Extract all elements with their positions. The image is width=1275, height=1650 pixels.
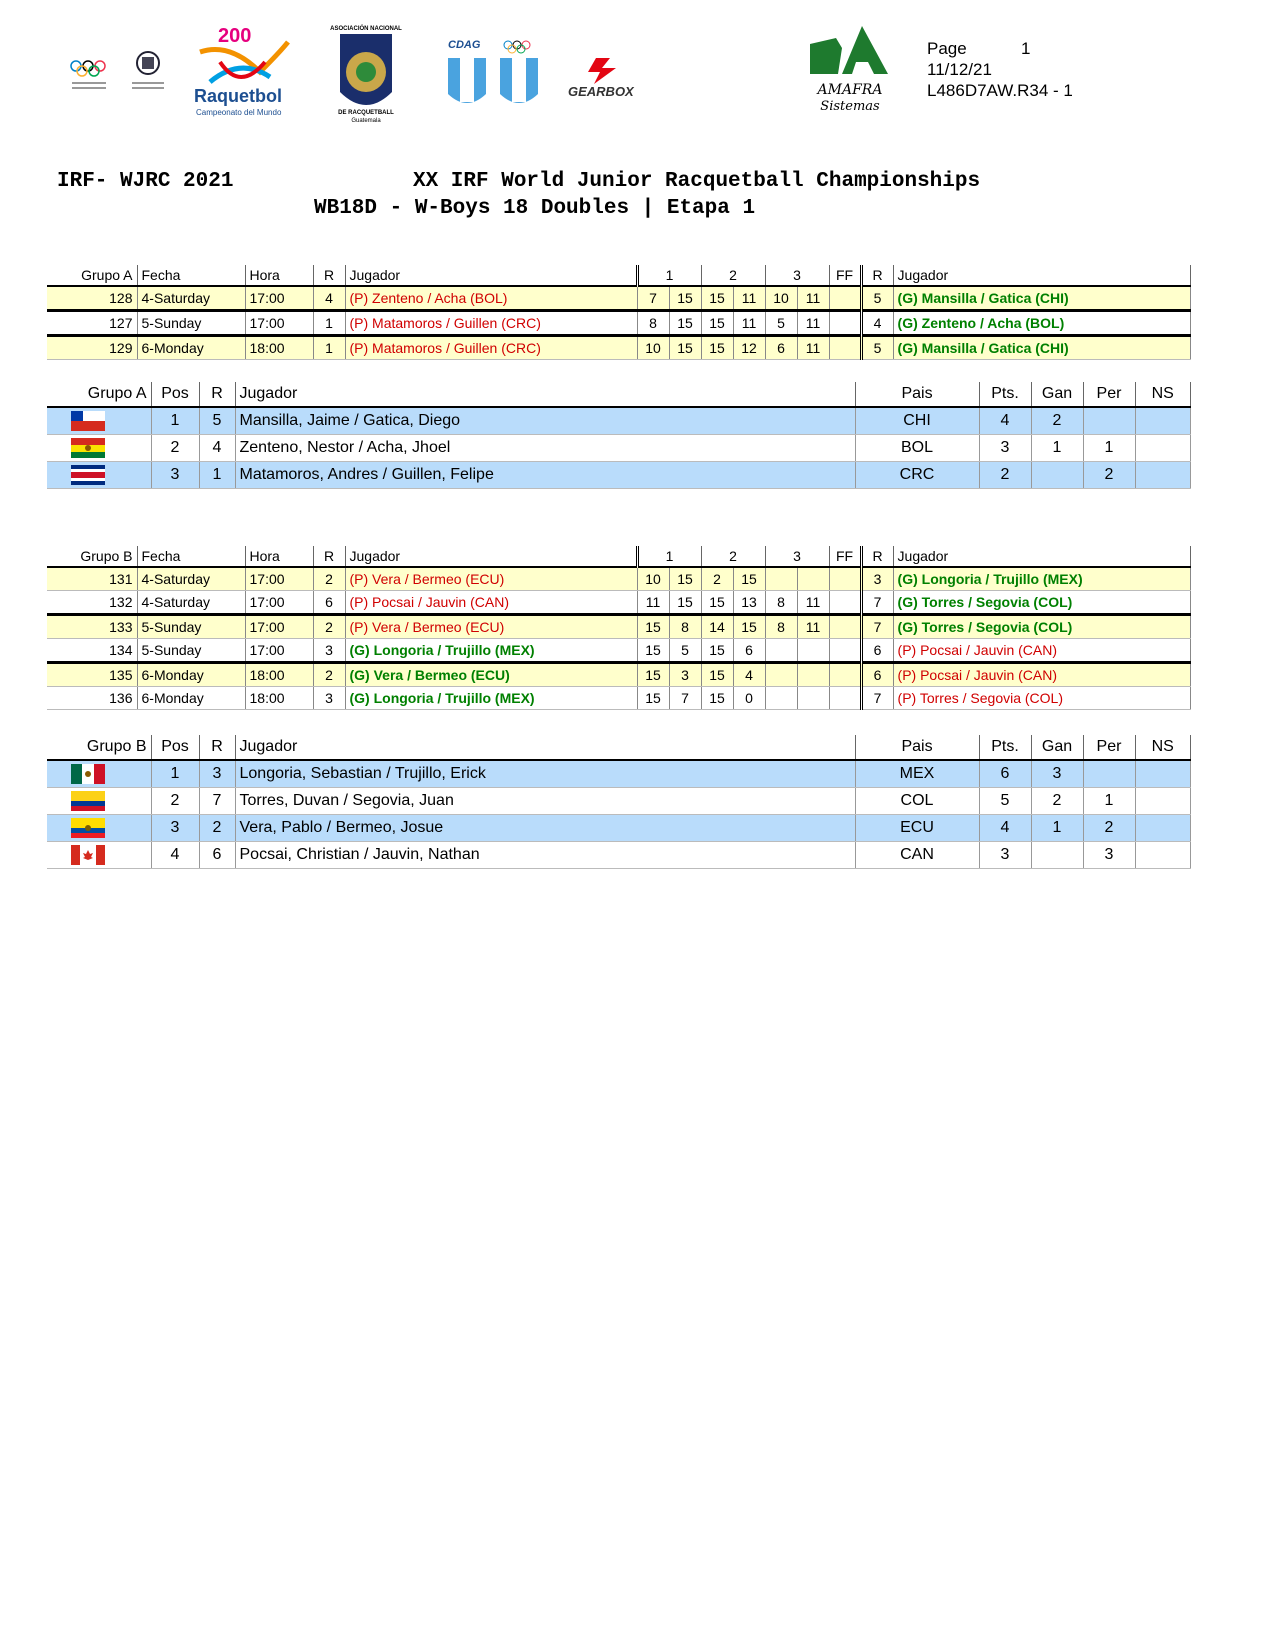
game-score: 3 (669, 663, 701, 687)
game-score: 11 (637, 591, 669, 615)
game-score: 5 (669, 639, 701, 663)
player1-rank: 3 (313, 639, 345, 663)
match-id: 131 (47, 567, 137, 591)
standing-points: 2 (979, 462, 1031, 489)
standing-rank: 6 (199, 842, 235, 869)
game-score: 15 (669, 336, 701, 360)
player1-rank: 4 (313, 286, 345, 311)
match-row (47, 639, 1191, 663)
svg-text:ASOCIACIÓN NACIONAL: ASOCIACIÓN NACIONAL (330, 26, 402, 32)
player1-name: (P) Matamoros / Guillen (CRC) (345, 311, 637, 336)
forfeit-cell (829, 615, 861, 639)
player1-name: (P) Pocsai / Jauvin (CAN) (345, 591, 637, 615)
game-score: 15 (637, 639, 669, 663)
game-score: 15 (701, 591, 733, 615)
standing-ns (1135, 462, 1191, 489)
match-time: 17:00 (245, 615, 313, 639)
match-row (47, 567, 1191, 591)
match-date: 5-Sunday (137, 615, 245, 639)
standing-row (47, 842, 1191, 869)
player1-name: (G) Longoria / Trujillo (MEX) (345, 687, 637, 710)
game-score: 15 (701, 687, 733, 710)
match-row (47, 615, 1191, 639)
standing-country: MEX (855, 760, 979, 788)
game-score: 2 (701, 567, 733, 591)
standing-wins: 1 (1031, 815, 1083, 842)
match-id: 132 (47, 591, 137, 615)
match-time: 17:00 (245, 567, 313, 591)
standing-rank: 1 (199, 462, 235, 489)
game-score: 15 (669, 591, 701, 615)
standing-row (47, 788, 1191, 815)
game-score: 8 (765, 591, 797, 615)
standing-wins (1031, 462, 1083, 489)
game-score: 13 (733, 591, 765, 615)
match-date: 4-Saturday (137, 591, 245, 615)
jugador-header: Jugador (235, 735, 855, 760)
game-score: 11 (797, 615, 829, 639)
r-header: R (313, 265, 345, 286)
standing-wins: 1 (1031, 435, 1083, 462)
standing-pos: 2 (151, 435, 199, 462)
game-score: 15 (733, 567, 765, 591)
standing-country: CAN (855, 842, 979, 869)
player2-rank: 3 (861, 567, 893, 591)
game-score: 7 (637, 286, 669, 311)
standing-losses: 1 (1083, 435, 1135, 462)
match-date: 6-Monday (137, 663, 245, 687)
standing-points: 3 (979, 842, 1031, 869)
match-row (47, 311, 1191, 336)
pais-header: Pais (855, 735, 979, 760)
player2-name: (G) Longoria / Trujillo (MEX) (893, 567, 1190, 591)
game-score (797, 567, 829, 591)
player2-name: (G) Mansilla / Gatica (CHI) (893, 286, 1190, 311)
game-score: 15 (637, 615, 669, 639)
standing-country: BOL (855, 435, 979, 462)
standing-losses: 3 (1083, 842, 1135, 869)
standing-rank: 5 (199, 407, 235, 435)
standing-row (47, 760, 1191, 788)
forfeit-cell (829, 311, 861, 336)
player1-rank: 2 (313, 615, 345, 639)
game-score (797, 663, 829, 687)
game-score: 15 (701, 286, 733, 311)
player1-name: (P) Vera / Bermeo (ECU) (345, 567, 637, 591)
forfeit-cell (829, 591, 861, 615)
game-score: 11 (733, 311, 765, 336)
player2-name: (G) Torres / Segovia (COL) (893, 591, 1190, 615)
standing-points: 4 (979, 815, 1031, 842)
r-header: R (199, 382, 235, 407)
game-score: 0 (733, 687, 765, 710)
cdag-logo (446, 38, 546, 114)
player2-rank: 5 (861, 336, 893, 360)
standing-ns (1135, 788, 1191, 815)
pts-header: Pts. (979, 735, 1031, 760)
match-id: 133 (47, 615, 137, 639)
player1-name: (P) Matamoros / Guillen (CRC) (345, 336, 637, 360)
standing-wins: 3 (1031, 760, 1083, 788)
match-row (47, 663, 1191, 687)
player1-rank: 2 (313, 663, 345, 687)
r-header: R (313, 546, 345, 567)
country-flag-cell (47, 842, 151, 869)
svg-text:AMAFRA: AMAFRA (817, 82, 883, 98)
player2-rank: 7 (861, 615, 893, 639)
game-score: 6 (733, 639, 765, 663)
game1-header: 1 (637, 265, 701, 286)
forfeit-cell (829, 286, 861, 311)
jugador-header: Jugador (345, 546, 637, 567)
match-id: 134 (47, 639, 137, 663)
player2-rank: 6 (861, 639, 893, 663)
match-date: 5-Sunday (137, 311, 245, 336)
match-id: 127 (47, 311, 137, 336)
forfeit-cell (829, 336, 861, 360)
country-flag-cell (47, 407, 151, 435)
match-time: 18:00 (245, 336, 313, 360)
game-score: 11 (797, 311, 829, 336)
jugador-header: Jugador (235, 382, 855, 407)
game-score: 11 (797, 286, 829, 311)
standing-row (47, 407, 1191, 435)
game-score: 15 (733, 615, 765, 639)
flag-icon (71, 845, 105, 865)
standing-country: COL (855, 788, 979, 815)
standing-rank: 3 (199, 760, 235, 788)
flag-icon (71, 791, 105, 811)
group-label: Grupo B (47, 546, 137, 567)
game-score: 15 (701, 311, 733, 336)
group-label: Grupo A (47, 382, 151, 407)
country-flag-cell (47, 815, 151, 842)
game-score (765, 687, 797, 710)
standing-player: Vera, Pablo / Bermeo, Josue (235, 815, 855, 842)
page-label: Page (927, 39, 967, 58)
raquetbol-200-logo (190, 22, 294, 126)
per-header: Per (1083, 382, 1135, 407)
standing-player: Torres, Duvan / Segovia, Juan (235, 788, 855, 815)
standing-row (47, 815, 1191, 842)
standing-pos: 1 (151, 760, 199, 788)
player1-name: (P) Vera / Bermeo (ECU) (345, 615, 637, 639)
pos-header: Pos (151, 382, 199, 407)
match-time: 18:00 (245, 687, 313, 710)
game-score: 11 (797, 336, 829, 360)
player2-rank: 5 (861, 286, 893, 311)
game-score: 4 (733, 663, 765, 687)
game-score: 10 (637, 567, 669, 591)
event-name: XX IRF World Junior Racquetball Championships (413, 170, 981, 193)
standing-player: Zenteno, Nestor / Acha, Jhoel (235, 435, 855, 462)
standing-points: 5 (979, 788, 1031, 815)
player2-rank: 7 (861, 687, 893, 710)
standing-pos: 2 (151, 788, 199, 815)
game-score: 15 (669, 567, 701, 591)
olympic-committee-logo (66, 46, 112, 94)
jugador-header: Jugador (893, 265, 1190, 286)
player2-rank: 7 (861, 591, 893, 615)
standing-player: Mansilla, Jaime / Gatica, Diego (235, 407, 855, 435)
standing-ns (1135, 407, 1191, 435)
player2-rank: 6 (861, 663, 893, 687)
player2-rank: 4 (861, 311, 893, 336)
game-score (765, 567, 797, 591)
page-number: 1 (1021, 39, 1031, 58)
standing-player: Longoria, Sebastian / Trujillo, Erick (235, 760, 855, 788)
ministry-logo (128, 46, 168, 94)
group-a-standings (47, 382, 1191, 489)
standing-row (47, 435, 1191, 462)
standing-points: 3 (979, 435, 1031, 462)
pos-header: Pos (151, 735, 199, 760)
game-score: 15 (669, 311, 701, 336)
match-id: 129 (47, 336, 137, 360)
player1-rank: 6 (313, 591, 345, 615)
flag-icon (71, 764, 105, 784)
game-score (797, 639, 829, 663)
r-header: R (199, 735, 235, 760)
match-row (47, 687, 1191, 710)
player2-name: (P) Pocsai / Jauvin (CAN) (893, 663, 1190, 687)
match-date: 5-Sunday (137, 639, 245, 663)
standing-country: ECU (855, 815, 979, 842)
standing-points: 4 (979, 407, 1031, 435)
fecha-header: Fecha (137, 546, 245, 567)
standing-ns (1135, 842, 1191, 869)
event-code: IRF- WJRC 2021 (57, 170, 234, 193)
game-score: 8 (637, 311, 669, 336)
standing-points: 6 (979, 760, 1031, 788)
standing-player: Pocsai, Christian / Jauvin, Nathan (235, 842, 855, 869)
standing-wins: 2 (1031, 407, 1083, 435)
standing-ns (1135, 435, 1191, 462)
standing-rank: 2 (199, 815, 235, 842)
match-row (47, 591, 1191, 615)
group-label: Grupo B (47, 735, 151, 760)
ns-header: NS (1135, 382, 1191, 407)
forfeit-cell (829, 567, 861, 591)
match-id: 128 (47, 286, 137, 311)
asociacion-racquetball-logo (330, 22, 402, 126)
group-b-matches (47, 546, 1191, 710)
country-flag-cell (47, 788, 151, 815)
game-score: 15 (669, 286, 701, 311)
game-score: 15 (637, 663, 669, 687)
svg-text:200: 200 (218, 25, 252, 47)
fecha-header: Fecha (137, 265, 245, 286)
match-id: 136 (47, 687, 137, 710)
game3-header: 3 (765, 265, 829, 286)
game-score (765, 639, 797, 663)
ns-header: NS (1135, 735, 1191, 760)
flag-icon (71, 465, 105, 485)
pais-header: Pais (855, 382, 979, 407)
game-score: 5 (765, 311, 797, 336)
player2-name: (G) Zenteno / Acha (BOL) (893, 311, 1190, 336)
standing-pos: 4 (151, 842, 199, 869)
player1-rank: 1 (313, 311, 345, 336)
gan-header: Gan (1031, 735, 1083, 760)
player2-name: (G) Torres / Segovia (COL) (893, 615, 1190, 639)
svg-text:CDAG: CDAG (448, 39, 481, 51)
match-row (47, 336, 1191, 360)
flag-icon (71, 411, 105, 431)
match-date: 6-Monday (137, 336, 245, 360)
match-time: 17:00 (245, 639, 313, 663)
game-score (797, 687, 829, 710)
r-header: R (861, 265, 893, 286)
game2-header: 2 (701, 265, 765, 286)
player1-rank: 3 (313, 687, 345, 710)
player1-rank: 1 (313, 336, 345, 360)
game-score: 8 (765, 615, 797, 639)
match-date: 4-Saturday (137, 286, 245, 311)
forfeit-cell (829, 663, 861, 687)
gearbox-logo (566, 54, 658, 102)
svg-text:GEARBOX: GEARBOX (568, 84, 634, 99)
game-score: 7 (669, 687, 701, 710)
report-date: 11/12/21 (927, 60, 992, 79)
flag-icon (71, 438, 105, 458)
match-time: 18:00 (245, 663, 313, 687)
match-time: 17:00 (245, 591, 313, 615)
standing-pos: 3 (151, 815, 199, 842)
ff-header: FF (829, 546, 861, 567)
player2-name: (G) Mansilla / Gatica (CHI) (893, 336, 1190, 360)
jugador-header: Jugador (893, 546, 1190, 567)
group-label: Grupo A (47, 265, 137, 286)
forfeit-cell (829, 639, 861, 663)
game-score: 14 (701, 615, 733, 639)
country-flag-cell (47, 435, 151, 462)
game-score (765, 663, 797, 687)
country-flag-cell (47, 462, 151, 489)
standing-losses: 1 (1083, 788, 1135, 815)
game-score: 11 (797, 591, 829, 615)
match-time: 17:00 (245, 286, 313, 311)
svg-text:DE RACQUETBALL: DE RACQUETBALL (338, 110, 394, 116)
game-score: 15 (701, 336, 733, 360)
standing-wins (1031, 842, 1083, 869)
game-score: 10 (765, 286, 797, 311)
match-date: 6-Monday (137, 687, 245, 710)
amafra-logo (808, 24, 892, 120)
group-b-standings (47, 735, 1191, 869)
standing-rank: 4 (199, 435, 235, 462)
standing-rank: 7 (199, 788, 235, 815)
game2-header: 2 (701, 546, 765, 567)
standing-pos: 3 (151, 462, 199, 489)
player1-name: (P) Zenteno / Acha (BOL) (345, 286, 637, 311)
standing-row (47, 462, 1191, 489)
game1-header: 1 (637, 546, 701, 567)
standing-wins: 2 (1031, 788, 1083, 815)
match-id: 135 (47, 663, 137, 687)
hora-header: Hora (245, 546, 313, 567)
game-score: 15 (701, 663, 733, 687)
page-info (927, 38, 1073, 101)
standing-country: CRC (855, 462, 979, 489)
flag-icon (71, 818, 105, 838)
pts-header: Pts. (979, 382, 1031, 407)
event-subtitle: WB18D - W-Boys 18 Doubles | Etapa 1 (314, 197, 756, 220)
per-header: Per (1083, 735, 1135, 760)
game-score: 8 (669, 615, 701, 639)
game-score: 15 (637, 687, 669, 710)
standing-losses (1083, 407, 1135, 435)
standing-ns (1135, 815, 1191, 842)
game-score: 6 (765, 336, 797, 360)
player2-name: (P) Pocsai / Jauvin (CAN) (893, 639, 1190, 663)
svg-text:Raquetbol: Raquetbol (194, 86, 282, 106)
standing-losses (1083, 760, 1135, 788)
standing-losses: 2 (1083, 462, 1135, 489)
game-score: 15 (701, 639, 733, 663)
country-flag-cell (47, 760, 151, 788)
player1-name: (G) Vera / Bermeo (ECU) (345, 663, 637, 687)
match-row (47, 286, 1191, 311)
standing-losses: 2 (1083, 815, 1135, 842)
player1-name: (G) Longoria / Trujillo (MEX) (345, 639, 637, 663)
player1-rank: 2 (313, 567, 345, 591)
game-score: 11 (733, 286, 765, 311)
match-date: 4-Saturday (137, 567, 245, 591)
report-code: L486D7AW.R34 - 1 (927, 81, 1073, 100)
svg-text:Sistemas: Sistemas (820, 99, 880, 114)
match-time: 17:00 (245, 311, 313, 336)
standing-pos: 1 (151, 407, 199, 435)
standing-player: Matamoros, Andres / Guillen, Felipe (235, 462, 855, 489)
hora-header: Hora (245, 265, 313, 286)
svg-text:Guatemala: Guatemala (351, 118, 381, 124)
ff-header: FF (829, 265, 861, 286)
game-score: 10 (637, 336, 669, 360)
jugador-header: Jugador (345, 265, 637, 286)
player2-name: (P) Torres / Segovia (COL) (893, 687, 1190, 710)
forfeit-cell (829, 687, 861, 710)
game3-header: 3 (765, 546, 829, 567)
game-score: 12 (733, 336, 765, 360)
standing-country: CHI (855, 407, 979, 435)
group-a-matches (47, 265, 1191, 360)
svg-text:Campeonato del Mundo: Campeonato del Mundo (196, 108, 282, 117)
standing-ns (1135, 760, 1191, 788)
r-header: R (861, 546, 893, 567)
gan-header: Gan (1031, 382, 1083, 407)
